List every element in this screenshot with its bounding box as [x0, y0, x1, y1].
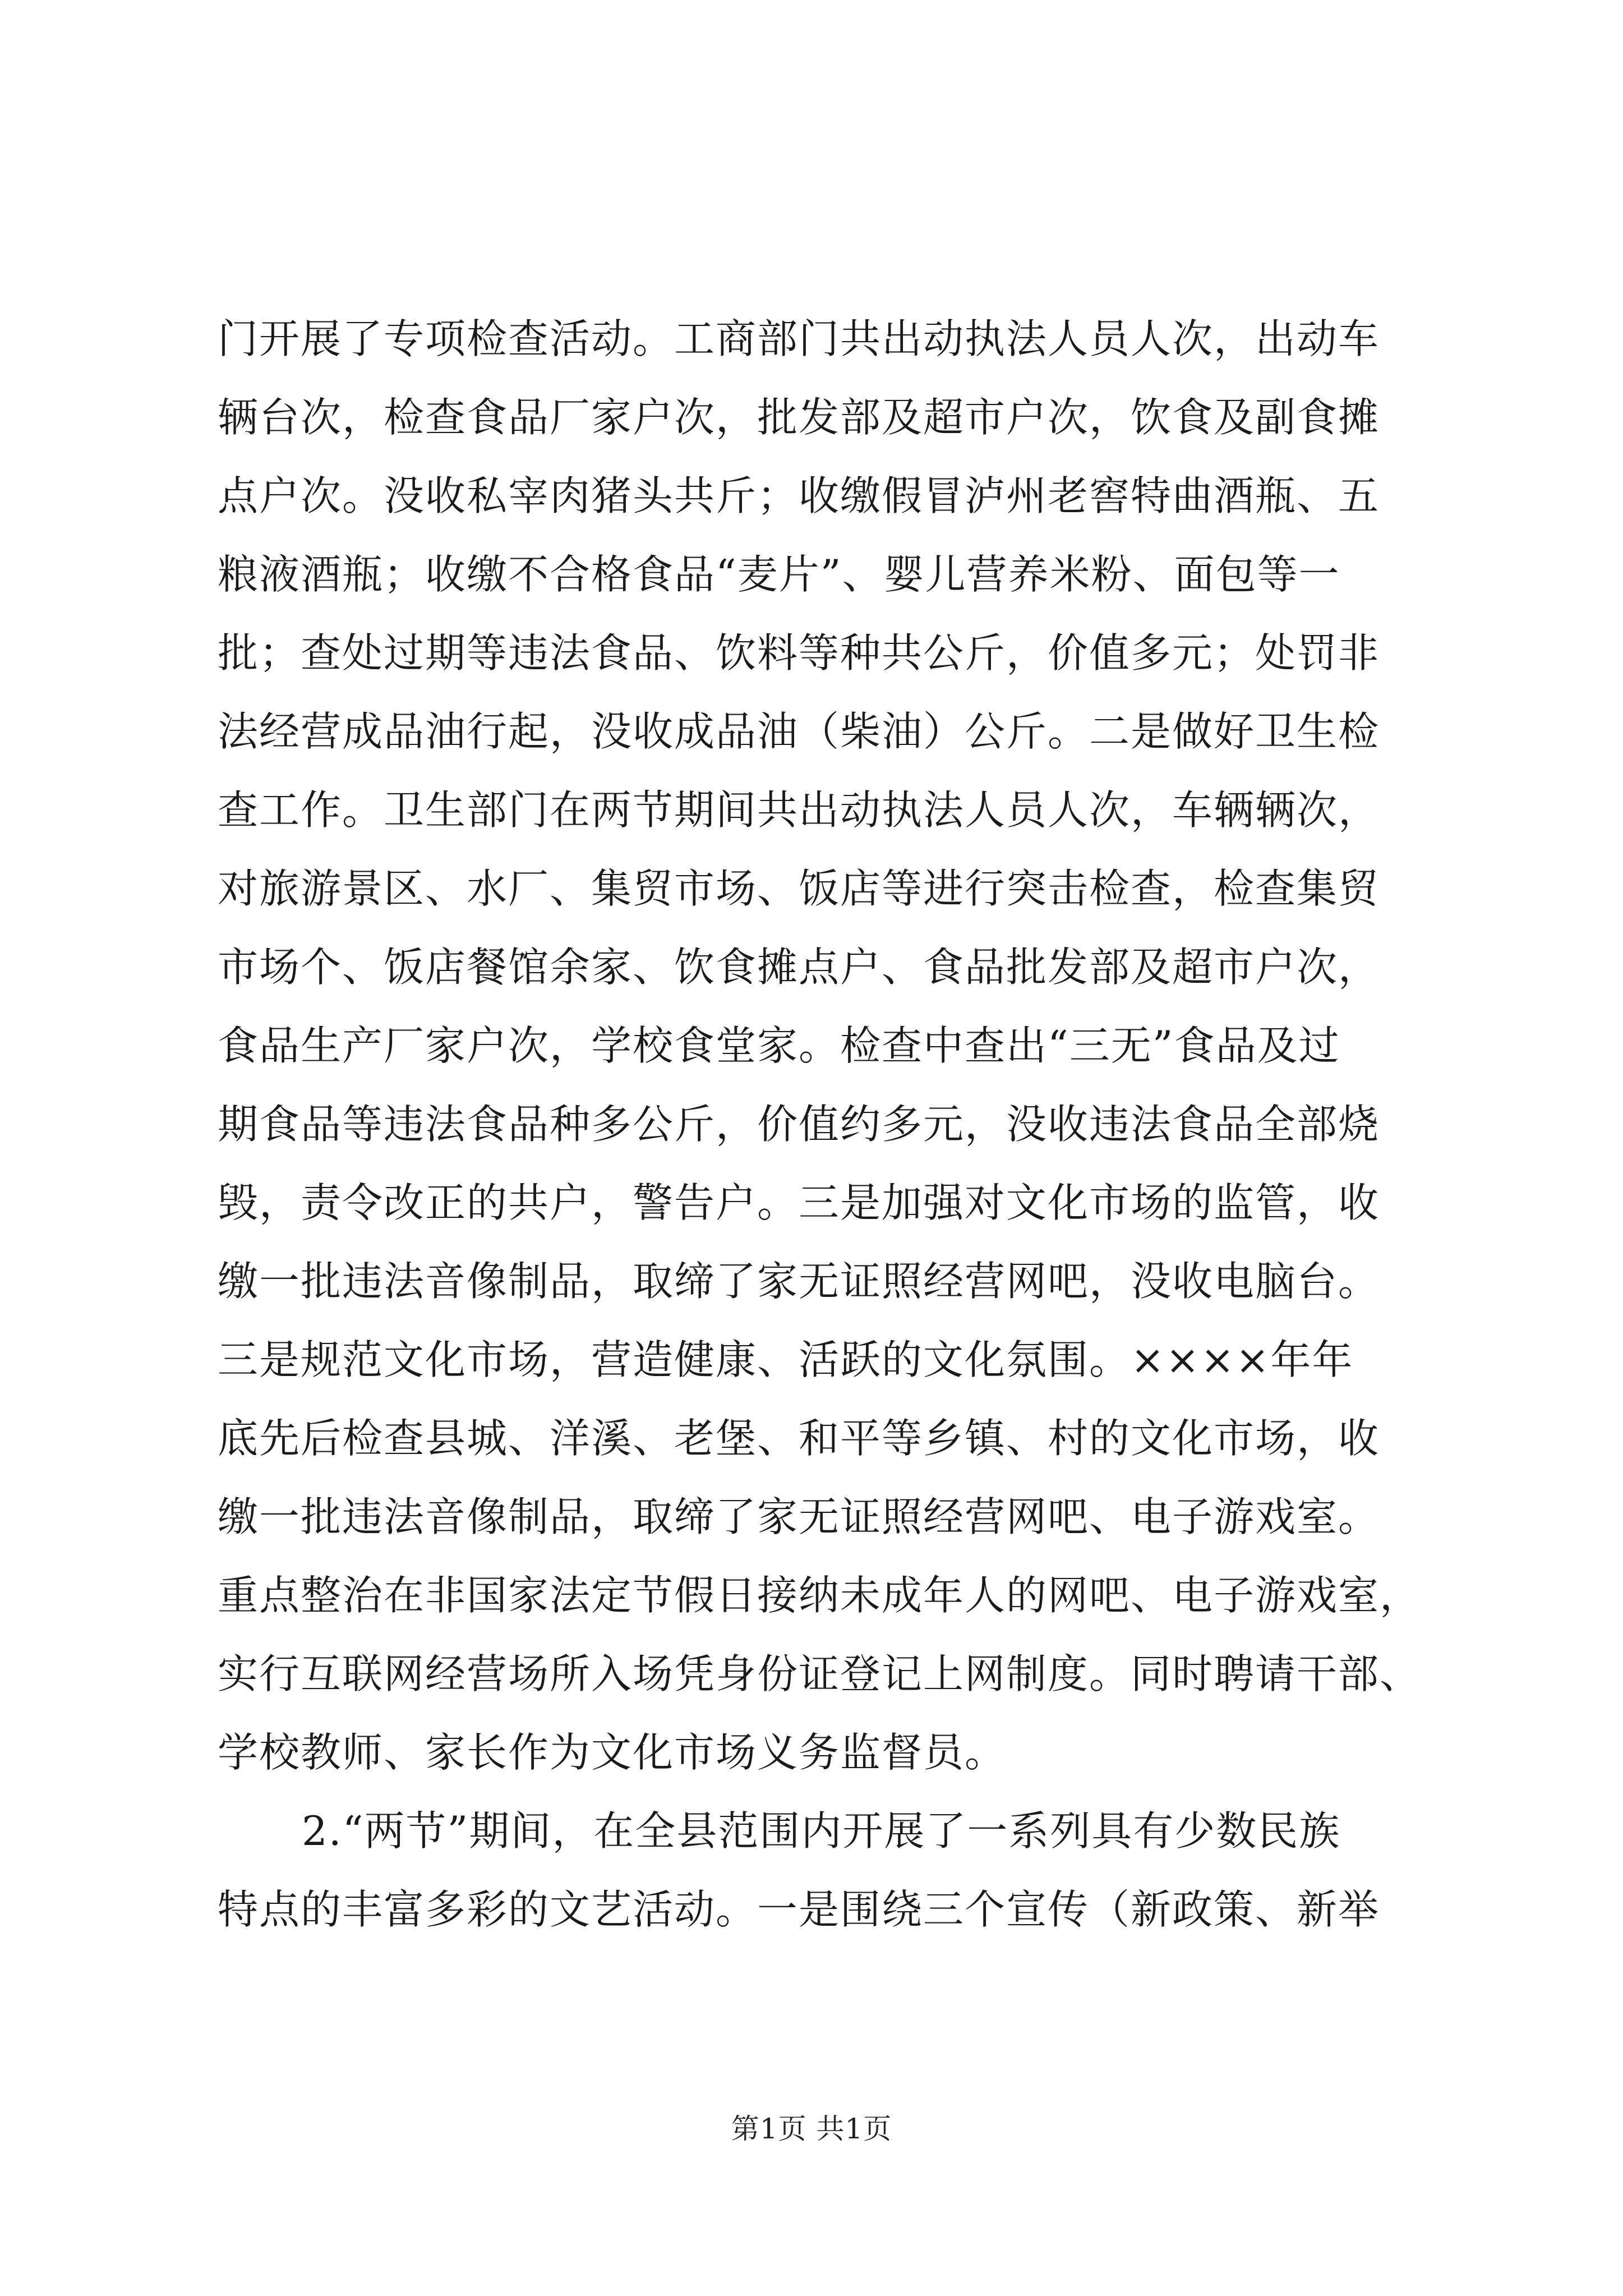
text-line: 缴一批违法音像制品，取缔了家无证照经营网吧、电子游戏室。	[218, 1493, 1380, 1540]
text-line: 特点的丰富多彩的文艺活动。一是围绕三个宣传（新政策、新举	[218, 1886, 1380, 1933]
text-line: 缴一批违法音像制品，取缔了家无证照经营网吧，没收电脑台。	[218, 1258, 1380, 1305]
text-line: 批；查处过期等违法食品、饮料等种共公斤，价值多元；处罚非	[218, 629, 1380, 677]
text-line: 实行互联网经营场所入场凭身份证登记上网制度。同时聘请干部、	[218, 1650, 1422, 1697]
text-line: 门开展了专项检查活动。工商部门共出动执法人员人次，出动车	[218, 315, 1380, 362]
text-line: 食品生产厂家户次，学校食堂家。检查中查出“三无”食品及过	[218, 1022, 1340, 1069]
text-line: 辆台次，检查食品厂家户次，批发部及超市户次，饮食及副食摊	[218, 394, 1380, 441]
text-line: 重点整治在非国家法定节假日接纳未成年人的网吧、电子游戏室，	[218, 1572, 1422, 1619]
text-line: 粮液酒瓶；收缴不合格食品“麦片”、婴儿营养米粉、面包等一	[218, 551, 1340, 598]
text-line: 法经营成品油行起，没收成品油（柴油）公斤。二是做好卫生检	[218, 708, 1380, 755]
text-line: 市场个、饭店餐馆余家、饮食摊点户、食品批发部及超市户次，	[218, 944, 1380, 991]
text-line: 毁，责令改正的共户，警告户。三是加强对文化市场的监管，收	[218, 1179, 1380, 1226]
page-footer: 第1页 共1页	[731, 2113, 892, 2145]
text-line: 期食品等违法食品种多公斤，价值约多元，没收违法食品全部烧	[218, 1101, 1380, 1148]
text-line: 点户次。没收私宰肉猪头共斤；收缴假冒泸州老窖特曲酒瓶、五	[218, 472, 1380, 519]
text-line: 底先后检查县城、洋溪、老堡、和平等乡镇、村的文化市场，收	[218, 1415, 1380, 1462]
text-line: 对旅游景区、水厂、集贸市场、饭店等进行突击检查，检查集贸	[218, 865, 1380, 912]
text-line: 查工作。卫生部门在两节期间共出动执法人员人次，车辆辆次，	[218, 786, 1380, 834]
text-line: 学校教师、家长作为文化市场义务监督员。	[218, 1729, 1007, 1776]
body-text	[218, 300, 1423, 1949]
paragraph-start-line: 2.“两节”期间，在全县范围内开展了一系列具有少数民族	[302, 1807, 1341, 1855]
text-line: 三是规范文化市场，营造健康、活跃的文化氛围。××××年年	[218, 1336, 1354, 1383]
